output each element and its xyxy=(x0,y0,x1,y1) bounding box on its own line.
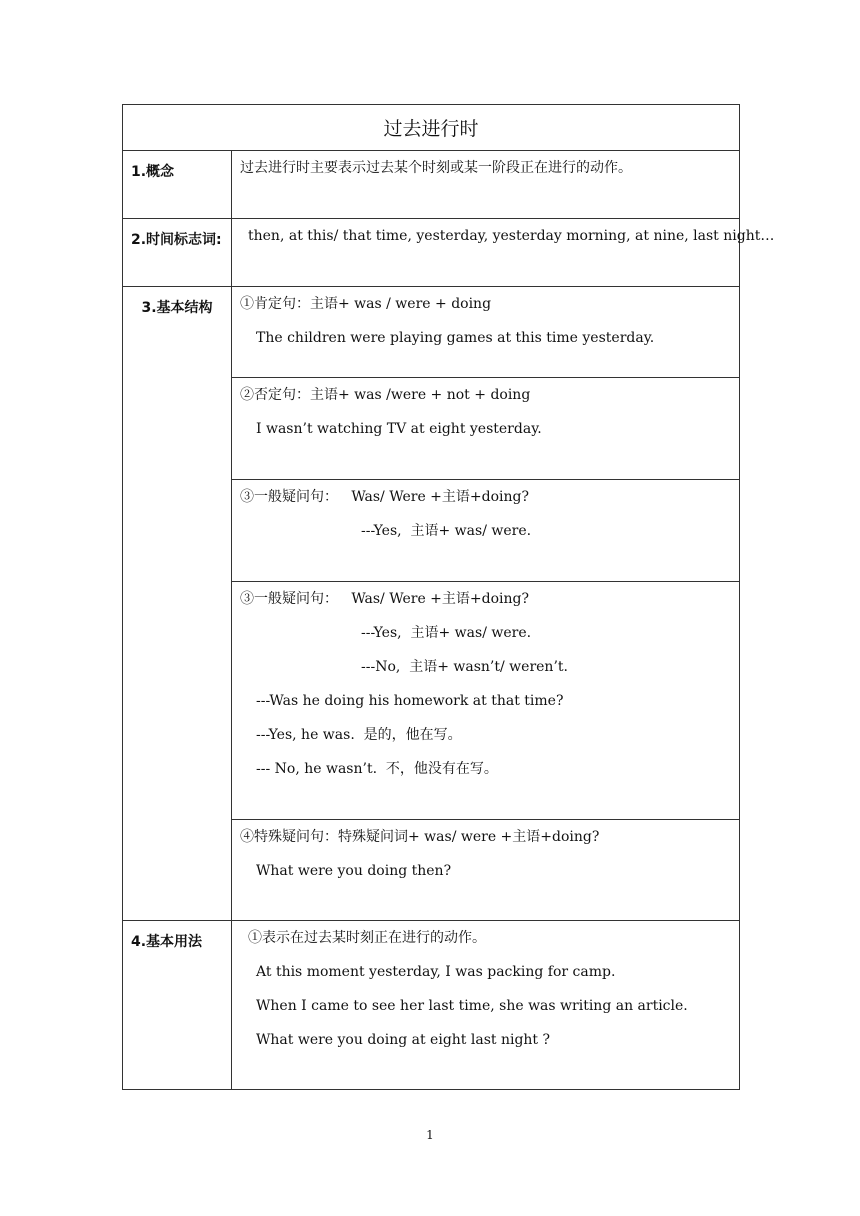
table-title: 过去进行时 xyxy=(123,105,740,151)
affirmative-example: The children were playing games at this time yesterday. xyxy=(256,330,655,346)
time-markers-text: then, at this/ that time, yesterday, yesterday morning, at nine, last night… xyxy=(248,228,775,244)
time-markers-content xyxy=(232,219,775,287)
usage-example-1: At this moment yesterday, I was packing for camp. xyxy=(256,964,616,980)
usage-example-3: What were you doing at eight last night ? xyxy=(256,1032,551,1048)
title-row xyxy=(123,105,740,151)
negative-content xyxy=(232,378,740,480)
concept-text: 过去进行时主要表示过去某个时刻或某一阶段正在进行的动作。 xyxy=(240,160,632,176)
question-a-rule: ③一般疑问句： Was/ Were +主语+doing? xyxy=(240,489,529,505)
usage-example-2: When I came to see her last time, she was writing an article. xyxy=(256,998,688,1014)
concept-row xyxy=(123,151,740,219)
question-b-example-2: ---Yes, he was. 是的，他在写。 xyxy=(256,727,462,743)
question-b-example-1: ---Was he doing his homework at that time? xyxy=(256,693,564,709)
usage-row xyxy=(123,921,740,1090)
structure-affirmative-row xyxy=(123,287,740,378)
question-b-no: ---No, 主语+ wasn’t/ weren’t. xyxy=(361,659,568,675)
question-b-example-3: --- No, he wasn’t. 不，他没有在写。 xyxy=(256,761,498,777)
special-question-rule: ④特殊疑问句：特殊疑问词+ was/ were +主语+doing? xyxy=(240,829,600,845)
usage-content xyxy=(232,921,740,1090)
affirmative-rule: ①肯定句：主语+ was / were + doing xyxy=(240,296,492,312)
concept-content xyxy=(232,151,740,219)
special-question-example: What were you doing then? xyxy=(256,863,452,879)
special-question-content xyxy=(232,820,740,921)
question-b-rule: ③一般疑问句： Was/ Were +主语+doing? xyxy=(240,591,529,607)
time-markers-row xyxy=(123,219,740,287)
question-a-content xyxy=(232,480,740,582)
affirmative-content xyxy=(232,287,740,378)
usage-label: 4.基本用法 xyxy=(123,921,232,1090)
negative-example: I wasn’t watching TV at eight yesterday. xyxy=(256,421,542,437)
structure-label: 3.基本结构 xyxy=(123,287,232,921)
question-b-content xyxy=(232,582,740,820)
question-b-yes: ---Yes, 主语+ was/ were. xyxy=(361,625,532,641)
time-markers-label: 2.时间标志词: xyxy=(123,219,232,287)
page-number: 1 xyxy=(426,1128,434,1142)
grammar-table xyxy=(122,104,775,1090)
usage-rule: ①表示在过去某时刻正在进行的动作。 xyxy=(248,930,486,946)
question-a-yes: ---Yes, 主语+ was/ were. xyxy=(361,523,532,539)
negative-rule: ②否定句：主语+ was /were + not + doing xyxy=(240,387,531,403)
concept-label: 1.概念 xyxy=(123,151,232,219)
